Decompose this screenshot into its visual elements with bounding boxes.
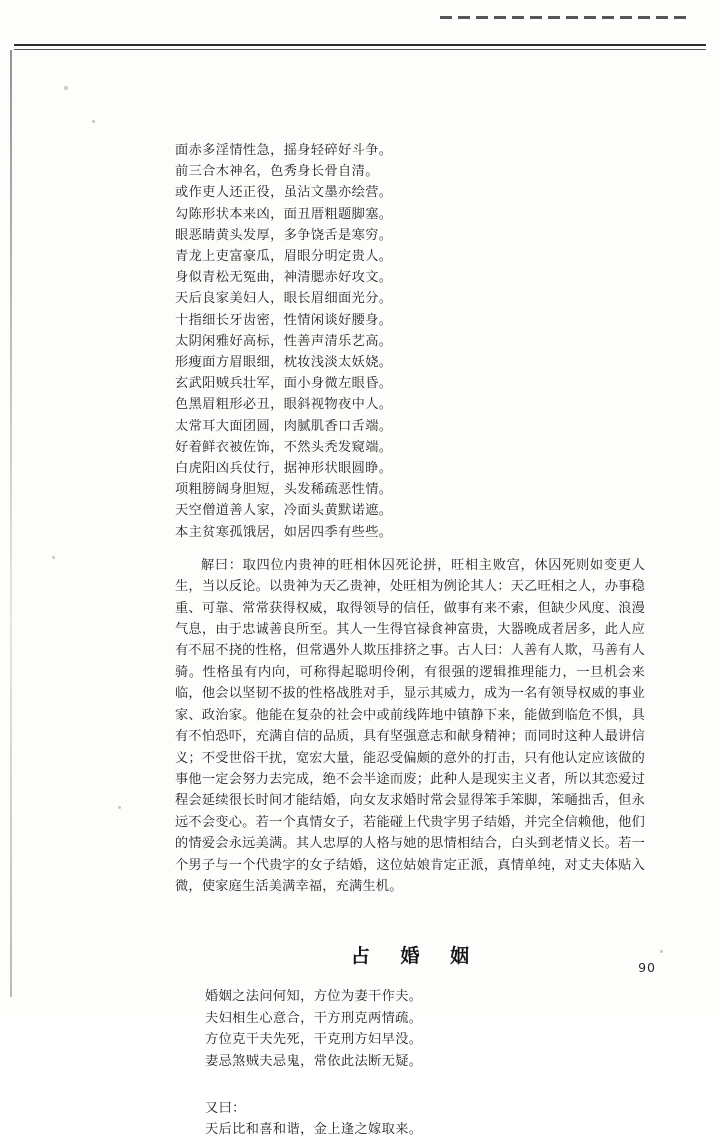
verse-line: 玄武阳贼兵壮军，面小身微左眼昏。 (175, 376, 393, 392)
verse-line: 身似青松无冤曲，神清腮赤好攻文。 (175, 270, 393, 286)
verse-line: 婚姻之法问何知，方位为妻干作夫。 (205, 989, 423, 1005)
scan-speck (118, 806, 121, 809)
verse-line: 方位克干夫先死，干克刑方妇早没。 (205, 1032, 423, 1048)
verse-line: 勾陈形状本来凶，面丑厝粗题脚塞。 (175, 206, 393, 222)
verse-line: 夫妇相生心意合，干方刑克两情疏。 (205, 1010, 423, 1026)
verse-line: 天后比和喜和谐，金上逢之嫁取来。 (205, 1122, 423, 1138)
verse-line: 太阴闲雅好高标，性善声清乐艺高。 (175, 333, 393, 349)
verse-line: 项粗膀阔身胆短，头发稀疏恶性情。 (175, 482, 393, 498)
section-title-marriage: 占 婚 姻 (350, 945, 482, 968)
again-block (175, 1098, 645, 1141)
page-number: 90 (638, 960, 656, 975)
verse-line: 十指细长牙齿密，性情闲谈好腰身。 (175, 312, 393, 328)
verse-line: 或作吏人还正役，虽沾文墨亦绘营。 (175, 185, 393, 201)
scan-speck (92, 120, 95, 123)
explanation-paragraph: 解曰：取四位内贵神的旺相休囚死论拼，旺相主败宫，休囚死则如变更人生，当以反论。以贵神为天乙贵神，处旺相为例论其人：天乙旺相之人，办事稳重、可靠、常常获得权威，取得领导的信任，做事有来不索，但缺少风度、浪漫气息，由于忠诚善良所至。其人一生得官禄食神富贵，大器晚成者居多，此人应有不屈不挠的性格，但常遇外人欺压排挤之事。古人曰：人善有人欺，马善有人骑。性格虽有内向，可称得起聪明伶俐，有很强的逻辑推理能力，一旦机会来临，他会以坚韧不拔的性格战胜对手，显示其威力，成为一名有领导权威的事业家、政治家。他能在复杂的社会中或前线阵地中镇静下来，能做到临危不惧，具有不怕恐吓，充满自信的品质，具有坚强意志和献身精神；而同时这种人最讲信义；不受世俗干扰，宽宏大量，能忍受偏颇的意外的打击，只有他认定应该做的事他一定会努力去完成，绝不会半途而废；此种人是现实主义者，所以其恋爱过程会延续很长时间才能结婚，向女友求婚时常会显得笨手笨脚，笨嗵拙舌，但永远不会变心。若一个真情女子，若能碰上代贵字男子结婚，并完全信赖他，他们的情爱会永远美满。其人忠厚的人格与她的思情相结合，白头到老情义长。若一个男子与一个代贵字的女子结婚，这位姑娘肯定正派，真情单纯，对丈夫体贴入微，使家庭生活美满幸福，充满生机。 (175, 557, 645, 894)
verse-block-marriage (175, 986, 645, 1072)
verse-block-physiognomy (175, 140, 645, 543)
verse-line: 天空僧道善人家，冷面头黄默诺遮。 (175, 503, 393, 519)
dashed-ruler-artifact (440, 16, 690, 19)
top-rule-line-secondary (14, 49, 706, 50)
scan-speck (64, 86, 68, 90)
verse-line: 本主贫寒孤饿居，如居四季有些些。 (175, 524, 393, 540)
verse-line: 眼恶睛黄头发厚，多争饶舌是寒穷。 (175, 227, 393, 243)
verse-line: 妻忌煞贼夫忌鬼，常依此法断无疑。 (205, 1053, 423, 1069)
verse-line: 白虎阳凶兵仗行，据神形状眼圆睁。 (175, 461, 393, 477)
top-rule-line (14, 44, 706, 46)
verse-line: 前三合木神名，色秀身长骨自清。 (175, 164, 379, 180)
verse-line: 好着鲜衣被佐饰，不然头秃发窥端。 (175, 439, 393, 455)
scan-speck (52, 556, 55, 559)
verse-line: 色黑眉粗形必丑，眼斜视物夜中人。 (175, 397, 393, 413)
verse-line: 天后良家美妇人，眼长眉细面光分。 (175, 291, 393, 307)
page-left-edge-artifact (10, 50, 12, 997)
again-label: 又曰： (205, 1100, 246, 1116)
verse-line: 青龙上吏富豪瓜，眉眼分明定贵人。 (175, 249, 393, 265)
verse-line: 形瘦面方眉眼细，枕妆浅淡太妖娆。 (175, 355, 393, 371)
verse-line: 太常耳大面团圆，肉腻肌香口舌端。 (175, 418, 393, 434)
page-content (175, 140, 645, 1141)
verse-line: 面赤多淫情性急，摇身轻碎好斗争。 (175, 143, 393, 158)
scan-speck (660, 950, 663, 953)
